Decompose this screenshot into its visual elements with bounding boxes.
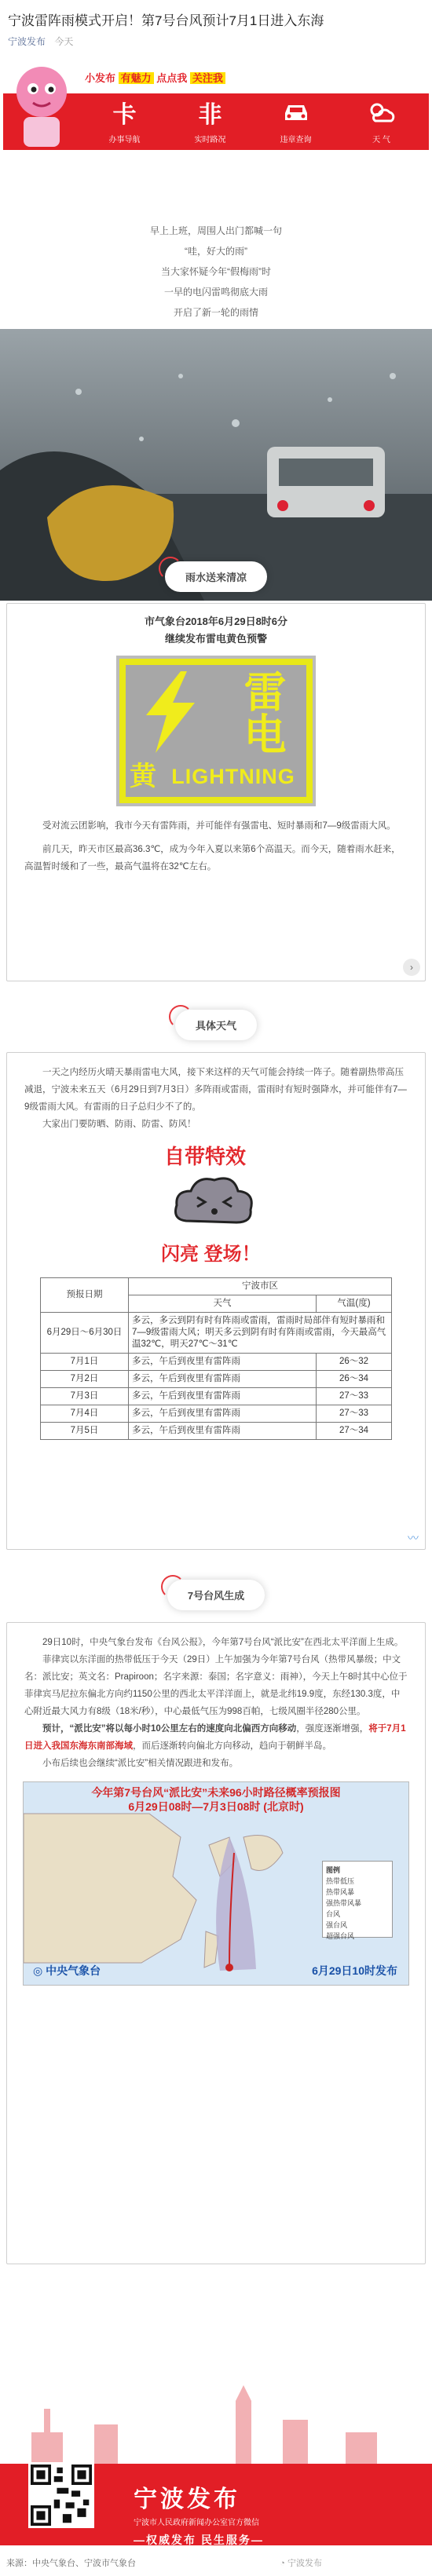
mascot-icon: [9, 60, 74, 148]
lightning-bolt-icon: [126, 665, 214, 759]
table-row: [41, 1423, 392, 1440]
tile-label: 办事导航: [108, 136, 141, 144]
banner-slogan: 小发布 有魅力 点点我 关注我: [85, 70, 225, 85]
cell-temp: 26～32: [317, 1354, 392, 1371]
table-row: [41, 1354, 392, 1371]
legend-item: 台风: [326, 1910, 341, 1918]
footer-brand: [134, 2479, 264, 2548]
source-note: 来源：中央气象台、宁波市气象台: [6, 2559, 136, 2568]
account-link[interactable]: 宁波发布: [8, 36, 46, 47]
section-title: 7号台风生成: [187, 1590, 245, 1602]
sign-lightning-text: LIGHTNING: [160, 756, 306, 797]
section-header-typhoon: [0, 1580, 432, 1610]
article-meta: [0, 31, 432, 51]
intro-poem: [0, 153, 432, 323]
poem-line: 当大家怀疑今年“假梅雨”时: [161, 266, 271, 277]
sign-lei-dian: 雷电: [214, 665, 306, 759]
city-skyline-icon: [0, 2385, 432, 2467]
section-header-rain: [0, 561, 432, 592]
cell-sky: 多云，午后到夜里有雷阵雨: [129, 1371, 317, 1388]
ring-ornament: [169, 1005, 192, 1029]
tile-label: 违章查询: [280, 136, 312, 144]
col-temp-header: 气温(度): [317, 1295, 392, 1313]
typhoon-track-map: [23, 1781, 409, 1986]
chevron-right-icon[interactable]: ›: [403, 959, 420, 976]
brand-name: 宁波发布: [134, 2486, 240, 2512]
cell-sky: 多云，午后到夜里有雷阵雨: [129, 1405, 317, 1423]
rain-windshield-photo: [0, 329, 432, 601]
cell-date: 7月4日: [41, 1405, 129, 1423]
car-icon: [271, 97, 321, 128]
publish-time: 今天: [54, 36, 74, 47]
card-icon: 卡: [112, 102, 137, 128]
cell-sky: 多云，多云到阴有时有阵雨或雷雨，雷雨时局部伴有短时暴雨和7—9级雷雨大风；明天多云到阴有时有阵雨或雷雨，今天最高气温32℃，明天27℃～31℃: [129, 1313, 392, 1354]
cell-temp: 27～34: [317, 1423, 392, 1440]
watermark-text: 宁波发布: [287, 2559, 322, 2568]
forecast-table: [40, 1277, 392, 1440]
cell-date: 7月5日: [41, 1423, 129, 1440]
section-title: 具体天气: [195, 1020, 236, 1032]
qr-code[interactable]: [28, 2462, 94, 2528]
tile-traffic[interactable]: [185, 97, 236, 144]
alert-time: 市气象台2018年6月29日8时6分: [144, 616, 288, 627]
brand-tagline: —权威发布 民生服务—: [134, 2534, 264, 2546]
ring-ornament: [161, 1575, 185, 1599]
legend-item: 强台风: [326, 1921, 348, 1929]
legend-item: 强热带风暴: [326, 1899, 362, 1907]
tile-weather[interactable]: [357, 97, 407, 144]
ring-ornament: [159, 557, 182, 580]
cell-date: 7月1日: [41, 1354, 129, 1371]
wave-icon: 〰: [408, 1532, 419, 1544]
legend-title: 图例: [326, 1866, 341, 1874]
alert-paragraph-1: 受对流云团影响，我市今天有雷阵雨，并可能伴有强雷电、短时暴雨和7—9级雷雨大风。: [42, 821, 396, 831]
typhoon-red-highlight: 将于7月1日进入我国东海东南部海域: [24, 1724, 406, 1751]
typhoon-paragraph-3: 预计，“派比安”将以每小时10公里左右的速度向北偏西方向移动，强度逐渐增强，将于7月1日进入我国东海东南部海域，而后逐渐转向偏北方向移动，趋向于朝鲜半岛。: [24, 1724, 406, 1751]
legend-item: 热带风暴: [326, 1888, 355, 1896]
typhoon-bold-forecast: 预计，“派比安”将以每小时10公里左右的速度向北偏西方向移动: [42, 1724, 297, 1734]
map-publish-time: 6月29日10时发布: [312, 1964, 397, 1977]
map-title-line1: 今年第7号台风“派比安”未来96小时路径概率预报图: [91, 1786, 341, 1799]
weather-icon: [357, 97, 407, 128]
tile-service-guide[interactable]: [100, 97, 150, 144]
table-row: [41, 1388, 392, 1405]
tile-label: 实时路况: [194, 136, 226, 144]
tile-label: 天 气: [372, 136, 390, 144]
tile-violation[interactable]: [271, 97, 321, 144]
col-date-header: 预报日期: [41, 1278, 129, 1313]
emoji-sticker: [7, 1139, 425, 1277]
typhoon-card: [6, 1622, 426, 2264]
header-banner[interactable]: [3, 59, 429, 153]
weather-paragraph-2: 大家出门要防晒、防雨、防雷、防风！: [42, 1120, 196, 1129]
watermark: ◔ 宁波发布: [280, 2559, 322, 2568]
typhoon-paragraph-1: 29日10时，中央气象台发布《台风公报》，今年第7号台风“派比安”在西北太平洋面上生成。: [42, 1638, 404, 1647]
article-title: 宁波雷阵雨模式开启！第7号台风预计7月1日进入东海: [8, 13, 324, 28]
cell-sky: 多云，午后到夜里有雷阵雨: [129, 1354, 317, 1371]
map-legend: [322, 1861, 393, 1938]
alert-paragraph-2: 前几天，昨天市区最高36.3℃，成为今年入夏以来第6个高温天。而今天，随着雨水赶来，高温暂时缓和了一些，最高气温将在32℃左右。: [24, 845, 401, 871]
footer-banner: [0, 2370, 432, 2545]
cell-date: 6月29日～6月30日: [41, 1313, 129, 1354]
map-org: 中央气象台: [46, 1964, 101, 1977]
poem-line: 开启了新一轮的雨情: [173, 307, 258, 318]
typhoon-paragraph-4: 小布后续也会继续“派比安”相关情况跟进和发布。: [42, 1759, 239, 1768]
traffic-icon: 非: [198, 102, 222, 128]
cell-temp: 26～34: [317, 1371, 392, 1388]
section-header-weather: [0, 1010, 432, 1040]
cloud-face-icon: [170, 1171, 257, 1233]
section-title: 雨水送来清凉: [185, 572, 247, 583]
table-row: [41, 1371, 392, 1388]
table-row: [41, 1405, 392, 1423]
poem-line: 一早的电闪雷鸣彻底大雨: [163, 287, 268, 298]
poem-line: 早上上班，周围人出门都喊一句: [149, 225, 282, 236]
legend-item: 超强台风: [326, 1932, 355, 1940]
brand-subtitle: 宁波市人民政府新闻办公室官方微信: [134, 2519, 259, 2527]
weather-paragraph-1: 一天之内经历火晴天暴雨雷电大风，接下来这样的天气可能会持续一阵子。随着副热带高压减退，宁波未来五天（6月29日到7月3日）多阵雨或雷雨，雷雨时有短时强降水，并可能伴有7—9级雷雨大风。有雷雨的日子总归少不了的。: [24, 1068, 407, 1112]
cma-logo: ◎ 中央气象台: [33, 1964, 101, 1977]
alert-title: 继续发布雷电黄色预警: [164, 633, 267, 645]
emoji-caption-bottom: 闪亮 登场！: [161, 1244, 261, 1265]
poem-line: “哇，好大的雨”: [185, 246, 247, 257]
typhoon-paragraph-2: 菲律宾以东洋面的热带低压于今天（29日）上午加强为今年第7号台风（热带风暴级；中文名：派比安；英文名：Prapiroon；名字来源：泰国；名字意义：雨神），今天上午8时其中心位于菲律宾马尼拉东偏北方向约1150公里的西北太平洋洋面上，就是北纬19.9度，东经130.3度，中心附近最大风力有8级（18米/秒），中心最低气压为998百帕，七级风圈半径280公里。: [24, 1655, 408, 1716]
cell-temp: 27～33: [317, 1388, 392, 1405]
cell-date: 7月3日: [41, 1388, 129, 1405]
table-row: [41, 1313, 392, 1354]
cell-temp: 27～33: [317, 1405, 392, 1423]
legend-item: 热带低压: [326, 1877, 355, 1885]
col-sky-header: 天气: [129, 1295, 317, 1313]
map-title-line2: 6月29日08时—7月3日08时 (北京时): [128, 1800, 304, 1813]
col-city-header: 宁波市区: [129, 1278, 392, 1295]
emoji-caption-top: 自带特效: [164, 1145, 247, 1168]
cell-sky: 多云，午后到夜里有雷阵雨: [129, 1423, 317, 1440]
cell-sky: 多云，午后到夜里有雷阵雨: [129, 1388, 317, 1405]
weather-card: [6, 1052, 426, 1550]
lightning-yellow-warning-sign: [116, 656, 316, 806]
sign-huang: 黄: [126, 756, 160, 797]
alert-card: [6, 603, 426, 981]
cell-date: 7月2日: [41, 1371, 129, 1388]
